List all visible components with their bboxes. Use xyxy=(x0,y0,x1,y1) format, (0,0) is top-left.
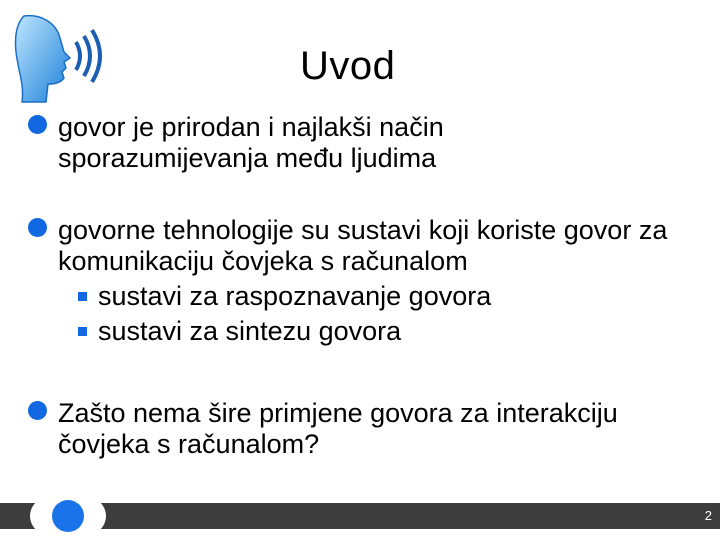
bullet-item xyxy=(28,215,708,347)
page-number: 2 xyxy=(704,508,712,523)
bullet-dot-icon xyxy=(28,218,47,237)
slide-title: Uvod xyxy=(300,44,396,88)
bullet-item xyxy=(28,112,578,174)
sub-bullet-item xyxy=(78,316,708,347)
bullet-text: govor je prirodan i najlakši način sporazumijevanja među ljudima xyxy=(58,112,444,173)
sub-bullet-text: sustavi za raspoznavanje govora xyxy=(98,281,492,311)
bullet-item xyxy=(28,398,618,460)
bullet-text: Zašto nema šire primjene govora za interakciju čovjeka s računalom? xyxy=(58,398,618,459)
bullet-square-icon xyxy=(78,327,87,336)
speaking-head-icon xyxy=(10,12,110,112)
bullet-dot-icon xyxy=(28,401,47,420)
bullet-text: govorne tehnologije su sustavi koji koriste govor za komunikaciju čovjeka s računalom xyxy=(58,215,668,276)
sub-bullet-text: sustavi za sintezu govora xyxy=(98,316,402,346)
bullet-square-icon xyxy=(78,292,87,301)
footer-bar xyxy=(0,503,720,529)
bullet-dot-icon xyxy=(28,115,47,134)
sub-bullet-item xyxy=(78,281,708,312)
footer-circle-icon xyxy=(52,500,84,532)
